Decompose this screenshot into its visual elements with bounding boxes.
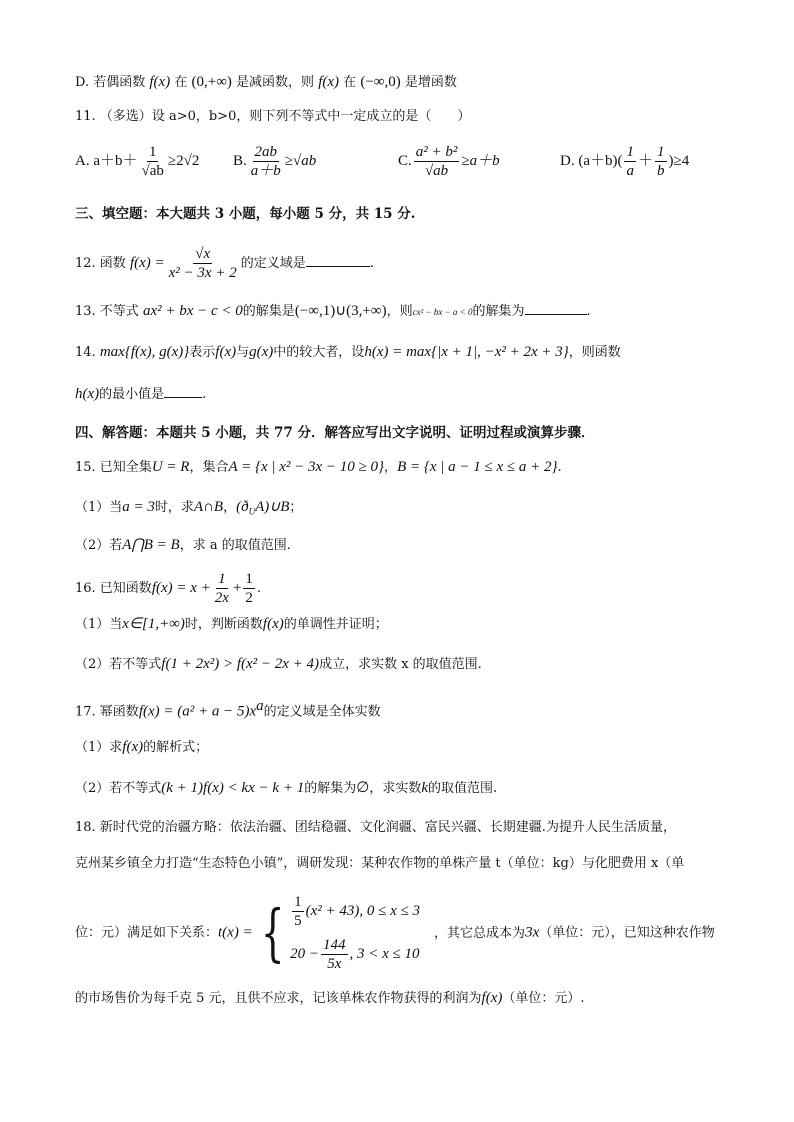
question-16-part2: （2）若不等式f(1 + 2x²) > f(x² − 2x + 4)成立，求实数 x 的取值范围. bbox=[75, 656, 482, 672]
question-15-stem: 15. 已知全集U = R，集合A = {x | x² − 3x − 10 ≥ 0}，B = {x | a − 1 ≤ x ≤ a + 2}. bbox=[75, 459, 562, 475]
question-16-stem: 16. 已知函数f(x) = x + $\frac{1}{2x}$ + $\frac{1}{2}$ . bbox=[75, 571, 262, 606]
question-18-line2: 克州某乡镇全力打造“生态特色小镇”，调研发现：某种农作物的单株产量 t（单位：kg）与化肥费用 x（单 bbox=[75, 856, 685, 871]
question-14-line2: h(x)的最小值是 . bbox=[75, 386, 207, 402]
answer-blank[interactable] bbox=[306, 266, 370, 267]
question-14-line1: 14. max{f(x), g(x)}表示f(x)与g(x)中的较大者，设h(x) = max{|x + 1|, −x² + 2x + 3}，则函数 bbox=[75, 344, 621, 360]
section-4-heading: 四、解答题：本题共 5 小题，共 77 分．解答应写出文字说明、证明过程或演算步骤． bbox=[75, 425, 595, 441]
question-17-part1: （1）求f(x)的解析式； bbox=[75, 739, 209, 755]
answer-blank[interactable] bbox=[164, 397, 202, 398]
question-15-part1: （1）当a = 3时，求A∩B，$(ð_UA)\cup B$； bbox=[75, 499, 303, 517]
section-3-heading: 三、填空题：本大题共 3 小题，每小题 5 分，共 15 分. bbox=[75, 206, 416, 222]
question-18-line3: 位：元）满足如下关系：t(x) = { $\frac{1}{5}$ (x² + 43), 0 ≤ x ≤ 3 20 − $\frac{144}{5x}$ , 3 < x ≤ 10 ，其它总成本为3x（单位：元），已知这种农作物 bbox=[75, 894, 715, 972]
question-16-part1: （1）当x∈[1,+∞)时，判断函数f(x)的单调性并证明； bbox=[75, 616, 388, 632]
piecewise-cases: $\frac{1}{5}$ (x² + 43), 0 ≤ x ≤ 3 20 − $\frac{144}{5x}$ , 3 < x ≤ 10 bbox=[290, 894, 421, 972]
question-18-line1: 18. 新时代党的治疆方略：依法治疆、团结稳疆、文化润疆、富民兴疆、长期建疆.为提升人民生活质量， bbox=[75, 820, 676, 835]
question-11-stem: 11. （多选）设 a>0，b>0，则下列不等式中一定成立的是（ ） bbox=[75, 109, 471, 124]
left-brace: { bbox=[260, 896, 285, 969]
question-13: 13. 不等式 ax² + bx − c < 0的解集是(−∞,1)∪(3,+∞)，则cx² − bx − a < 0的解集为 . bbox=[75, 303, 591, 319]
answer-blank[interactable] bbox=[525, 314, 587, 315]
question-18-line4: 的市场售价为每千克 5 元，且供不应求，记该单株农作物获得的利润为f(x)（单位：元）. bbox=[75, 990, 585, 1006]
question-17-part2: （2）若不等式(k + 1)f(x) < kx − k + 1的解集为∅，求实数k的取值范围. bbox=[75, 780, 498, 796]
question-15-part2: （2）若A⋂B = B，求 a 的取值范围. bbox=[75, 537, 291, 553]
q11-option-b: B. $\frac{2ab}{a+b}$ ≥√ab bbox=[233, 144, 317, 179]
question-12: 12. 函数 f(x) = $\frac{√x}{\text{x² − 3x + 2}}$ 的定义域是 . bbox=[75, 246, 374, 281]
q11-option-a: A. a＋b＋ $\frac{1}{√ab}$ ≥2√2 bbox=[75, 144, 200, 179]
q11-option-c: C. $\frac{\text{a² + b²}}{√ab}$ ≥a＋b bbox=[398, 144, 500, 179]
question-17-stem: 17. 幂函数$f(x) = (a^2 + a - 5)x^a$的定义域是全体实数 bbox=[75, 698, 381, 720]
q11-option-d: D. (a＋b)( $\frac{1}{a}$ ＋ $\frac{1}{b}$ )≥4 bbox=[560, 144, 690, 179]
option-d-line: D. 若偶函数 f(x) 在 (0,+∞) 是减函数，则 f(x) 在 (−∞,0) 是增函数 bbox=[75, 74, 457, 90]
